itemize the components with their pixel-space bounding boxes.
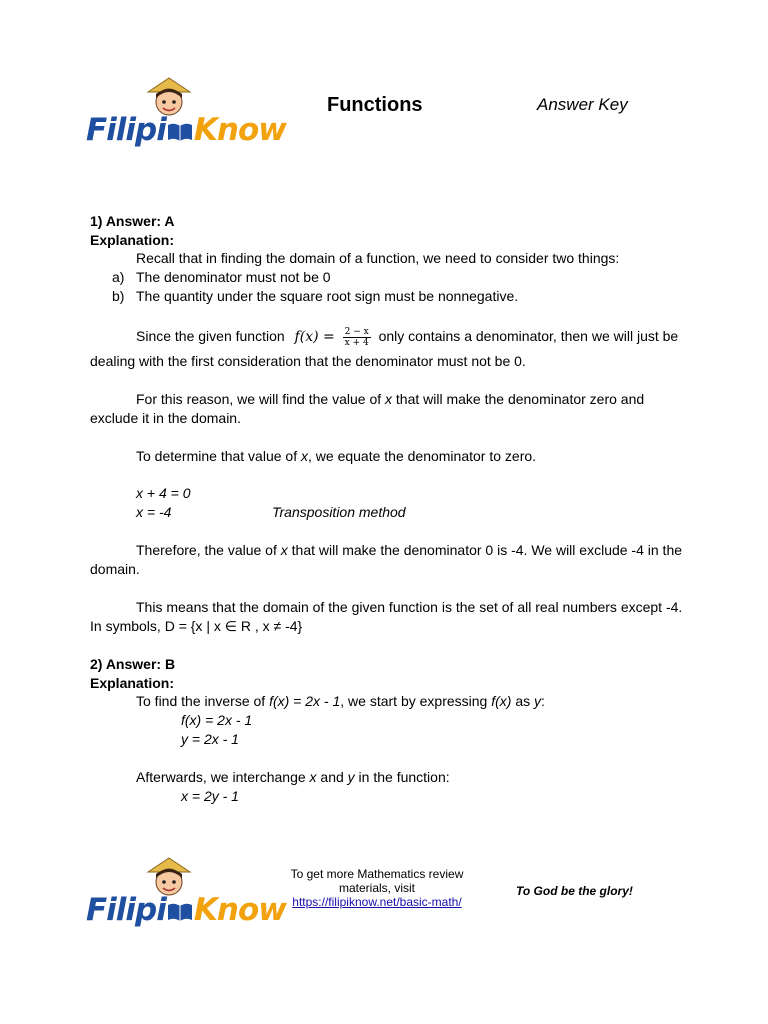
q2-equation-3: x = 2y - 1 — [181, 788, 239, 804]
footer-motto: To God be the glory! — [516, 884, 633, 898]
q1-explanation-label: Explanation: — [90, 232, 175, 248]
q1-paragraph-4: To determine that value of x, we equate the denominator to zero. — [136, 448, 537, 464]
book-icon — [167, 902, 193, 922]
filipiknow-logo: Filipi Know — [86, 82, 261, 172]
q1-item-b-text: The quantity under the square root sign must be nonnegative. — [136, 288, 519, 304]
q1-paragraph-6: This means that the domain of the given function is the set of all real numbers except -4. — [136, 599, 683, 615]
q1-item-a-marker: a) — [112, 269, 125, 285]
answer-key-label: Answer Key — [537, 95, 628, 114]
q1-paragraph-5-line2: domain. — [90, 561, 140, 577]
footer-line-2: materials, visit — [338, 881, 415, 895]
footer-promo — [272, 867, 482, 909]
function-notation: f(x) = — [294, 329, 335, 346]
q2-equation-1: f(x) = 2x - 1 — [181, 712, 253, 728]
q1-paragraph-3: For this reason, we will find the value of x that will make the denominator zero and — [136, 391, 645, 407]
q1-paragraph-5: Therefore, the value of x that will make the denominator 0 is -4. We will exclude -4 in the — [136, 542, 683, 558]
q1-equation-1: x + 4 = 0 — [136, 485, 191, 501]
page-title: Functions — [327, 94, 423, 116]
fraction: $\frac{2 - x}{x + 4}$ — [344, 327, 369, 348]
q1-item-a-text: The denominator must not be 0 — [136, 269, 331, 285]
q1-heading: 1) Answer: A — [90, 213, 175, 229]
q1-equation-2: x = -4 — [136, 504, 172, 520]
q1-paragraph-2: Since the given function f(x) = $\frac{2 - x}{x + 4}$ only contains a denominator, then we will just be — [136, 327, 679, 348]
q1-intro: Recall that in finding the domain of a function, we need to consider two things: — [136, 250, 620, 266]
q2-equation-2: y = 2x - 1 — [181, 731, 239, 747]
footer-filipiknow-logo: Filipi Know — [86, 862, 261, 952]
q2-paragraph-1: To find the inverse of f(x) = 2x - 1, we start by expressing f(x) as y: — [136, 693, 545, 709]
q2-heading: 2) Answer: B — [90, 656, 176, 672]
footer-link[interactable]: https://filipiknow.net/basic-math/ — [292, 895, 462, 909]
q1-item-b-marker: b) — [112, 288, 125, 304]
q2-explanation-label: Explanation: — [90, 675, 175, 691]
q2-paragraph-2: Afterwards, we interchange x and y in the function: — [136, 769, 450, 785]
book-icon — [167, 122, 193, 142]
q1-equation-2-note: Transposition method — [272, 504, 406, 520]
q1-paragraph-2-line2: dealing with the first consideration that the denominator must not be 0. — [90, 353, 526, 369]
footer-line-1: To get more Mathematics review — [290, 867, 464, 881]
q1-paragraph-6-line2: In symbols, D = {x | x ∈ R , x ≠ -4} — [90, 618, 303, 634]
q1-paragraph-3-line2: exclude it in the domain. — [90, 410, 241, 426]
